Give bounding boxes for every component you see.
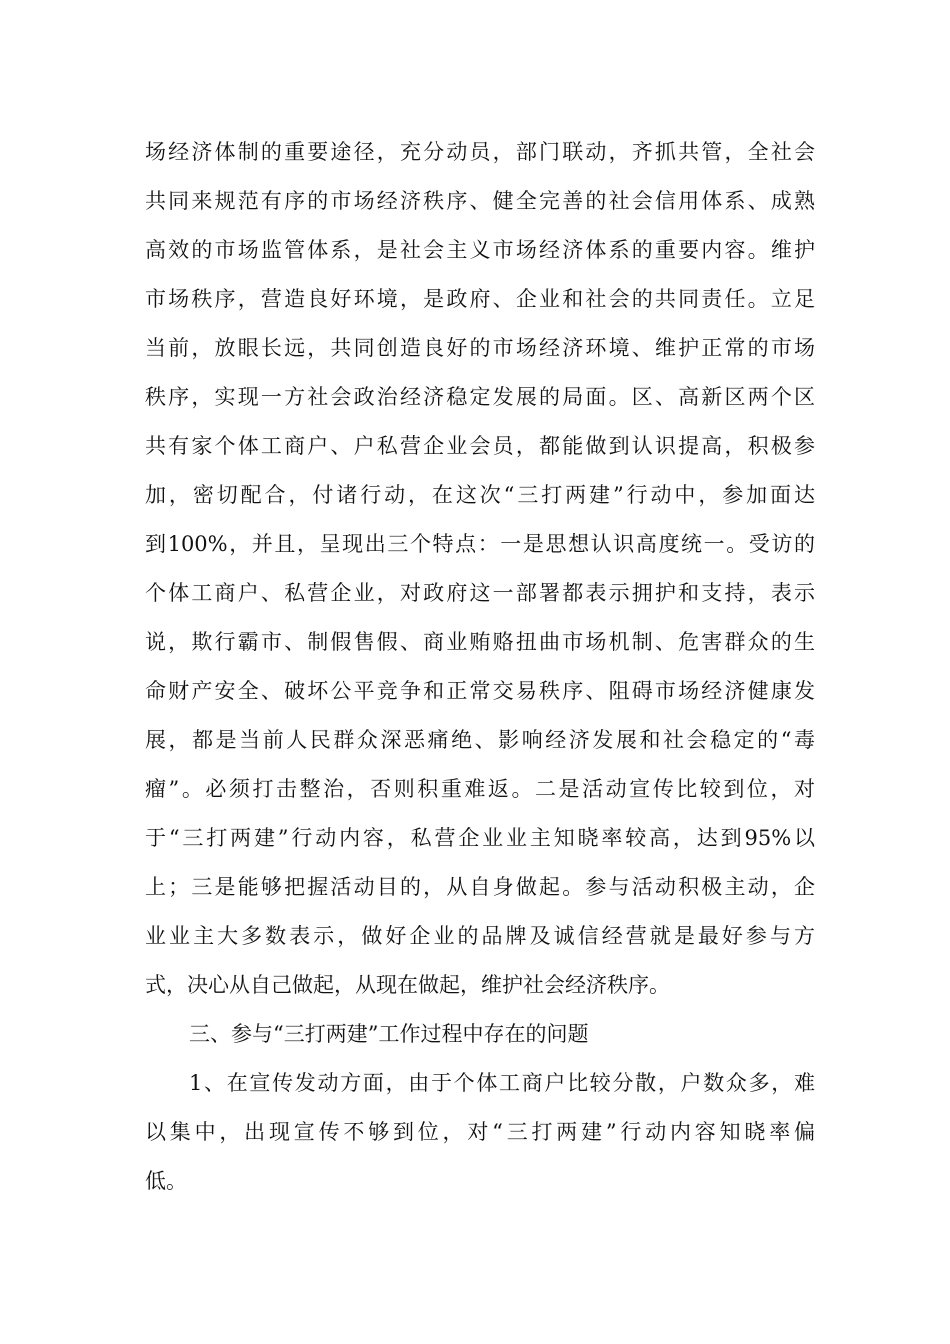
text-line: 低。 — [145, 1169, 187, 1193]
text-line: 秩序，实现一方社会政治经济稳定发展的局面。区、高新区两个区 — [145, 385, 815, 409]
text-line: 瘤”。必须打击整治，否则积重难返。二是活动宣传比较到位，对 — [145, 777, 815, 801]
text-line: 高效的市场监管体系，是社会主义市场经济体系的重要内容。维护 — [145, 238, 815, 262]
text-line: 式，决心从自己做起，从现在做起，维护社会经济秩序。 — [145, 973, 670, 997]
text-line: 场经济体制的重要途径，充分动员，部门联动，齐抓共管，全社会 — [145, 140, 815, 164]
text-line: 1、在宣传发动方面，由于个体工商户比较分散，户数众多，难 — [189, 1071, 815, 1095]
text-line: 个体工商户、私营企业，对政府这一部署都表示拥护和支持，表示 — [145, 581, 815, 605]
text-line: 加，密切配合，付诸行动，在这次“三打两建”行动中，参加面达 — [145, 483, 815, 507]
text-line: 展，都是当前人民群众深恶痛绝、影响经济发展和社会稳定的“毒 — [145, 728, 815, 752]
text-line: 共同来规范有序的市场经济秩序、健全完善的社会信用体系、成熟 — [145, 189, 815, 213]
text-line: 上；三是能够把握活动目的，从自身做起。参与活动积极主动，企 — [145, 875, 815, 899]
text-line: 当前，放眼长远，共同创造良好的市场经济环境、维护正常的市场 — [145, 336, 815, 360]
section-heading: 三、参与“三打两建”工作过程中存在的问题 — [189, 1022, 589, 1046]
text-line: 共有家个体工商户、户私营企业会员，都能做到认识提高，积极参 — [145, 434, 815, 458]
text-line: 市场秩序，营造良好环境，是政府、企业和社会的共同责任。立足 — [145, 287, 815, 311]
text-line: 业业主大多数表示，做好企业的品牌及诚信经营就是最好参与方 — [145, 924, 815, 948]
text-line: 以集中，出现宣传不够到位，对“三打两建”行动内容知晓率偏 — [145, 1120, 815, 1144]
text-line: 命财产安全、破坏公平竞争和正常交易秩序、阻碍市场经济健康发 — [145, 679, 815, 703]
text-line: 到100%，并且，呈现出三个特点：一是思想认识高度统一。受访的 — [145, 532, 815, 556]
text-line: 于“三打两建”行动内容，私营企业业主知晓率较高，达到95%以 — [145, 826, 815, 850]
text-line: 说，欺行霸市、制假售假、商业贿赂扭曲市场机制、危害群众的生 — [145, 630, 815, 654]
